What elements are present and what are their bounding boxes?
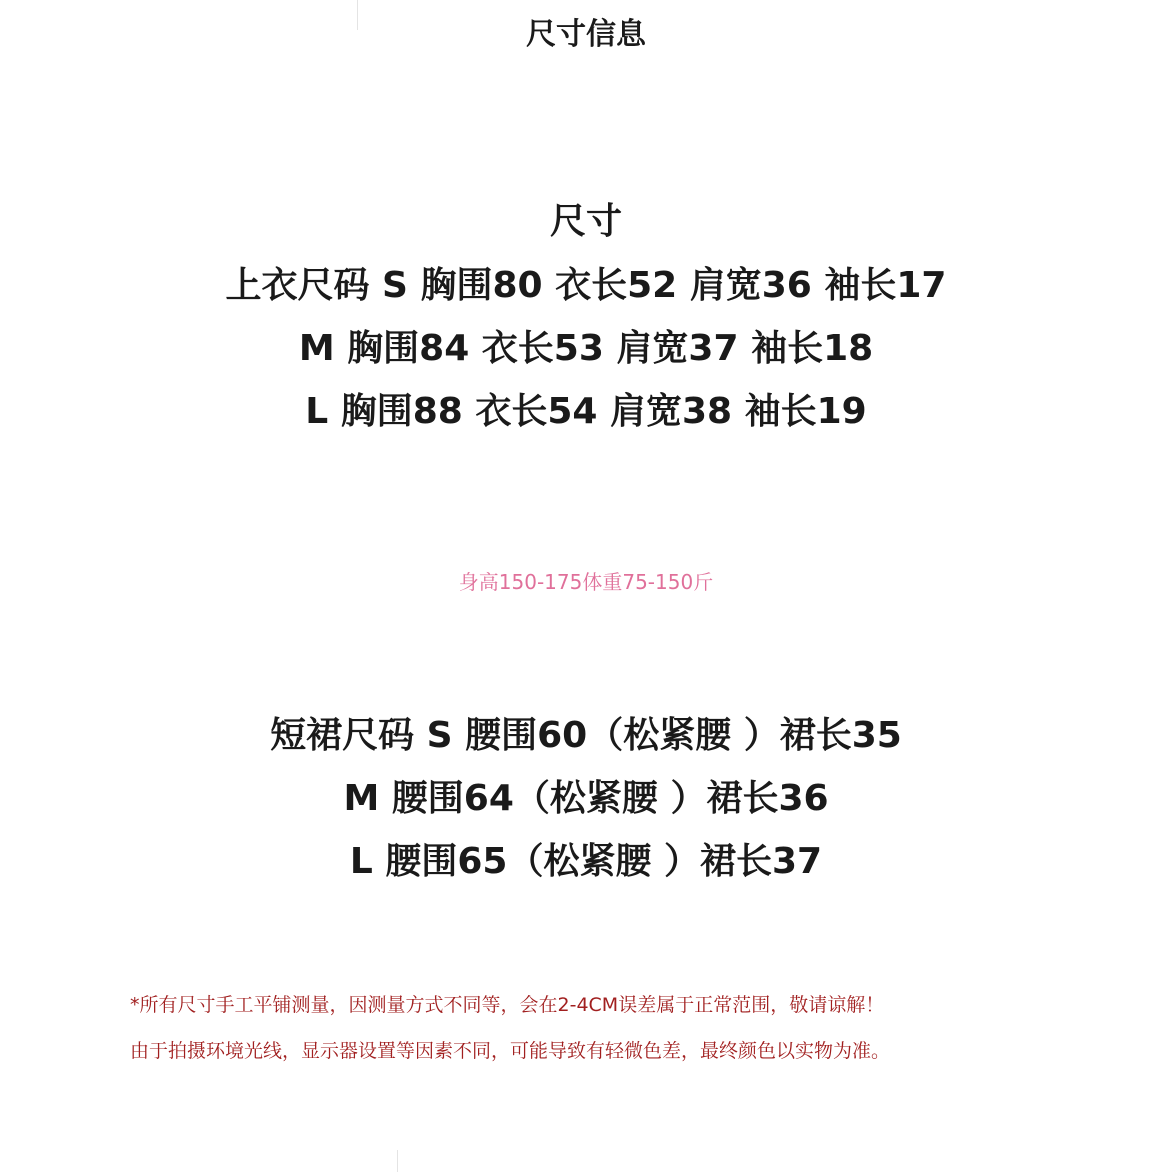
disclaimer-notes <box>130 992 1050 1084</box>
skirt-size-row-l: L 腰围65（松紧腰 ）裙长37 <box>349 841 823 882</box>
skirt-size-row-m: M 腰围64（松紧腰 ）裙长36 <box>343 778 829 819</box>
color-note: 由于拍摄环境光线，显示器设置等因素不同，可能导致有轻微色差，最终颜色以实物为准。 <box>130 1040 891 1062</box>
top-size-row-m: M 胸围84 衣长53 肩宽37 袖长18 <box>298 328 874 369</box>
skirt-size-row-s: 短裙尺码 S 腰围60（松紧腰 ）裙长35 <box>270 715 902 756</box>
measurement-note: *所有尺寸手工平铺测量，因测量方式不同等，会在2-4CM误差属于正常范围，敬请谅解！ <box>130 994 885 1016</box>
edge-divider <box>397 1150 398 1172</box>
top-size-row-s: 上衣尺码 S 胸围80 衣长52 肩宽36 袖长17 <box>225 265 947 306</box>
page-title: 尺寸信息 <box>526 17 646 52</box>
top-size-row-l: L 胸围88 衣长54 肩宽38 袖长19 <box>305 391 867 432</box>
section-title: 尺寸 <box>549 201 622 242</box>
fit-note: 身高150-175体重75-150斤 <box>458 570 714 594</box>
